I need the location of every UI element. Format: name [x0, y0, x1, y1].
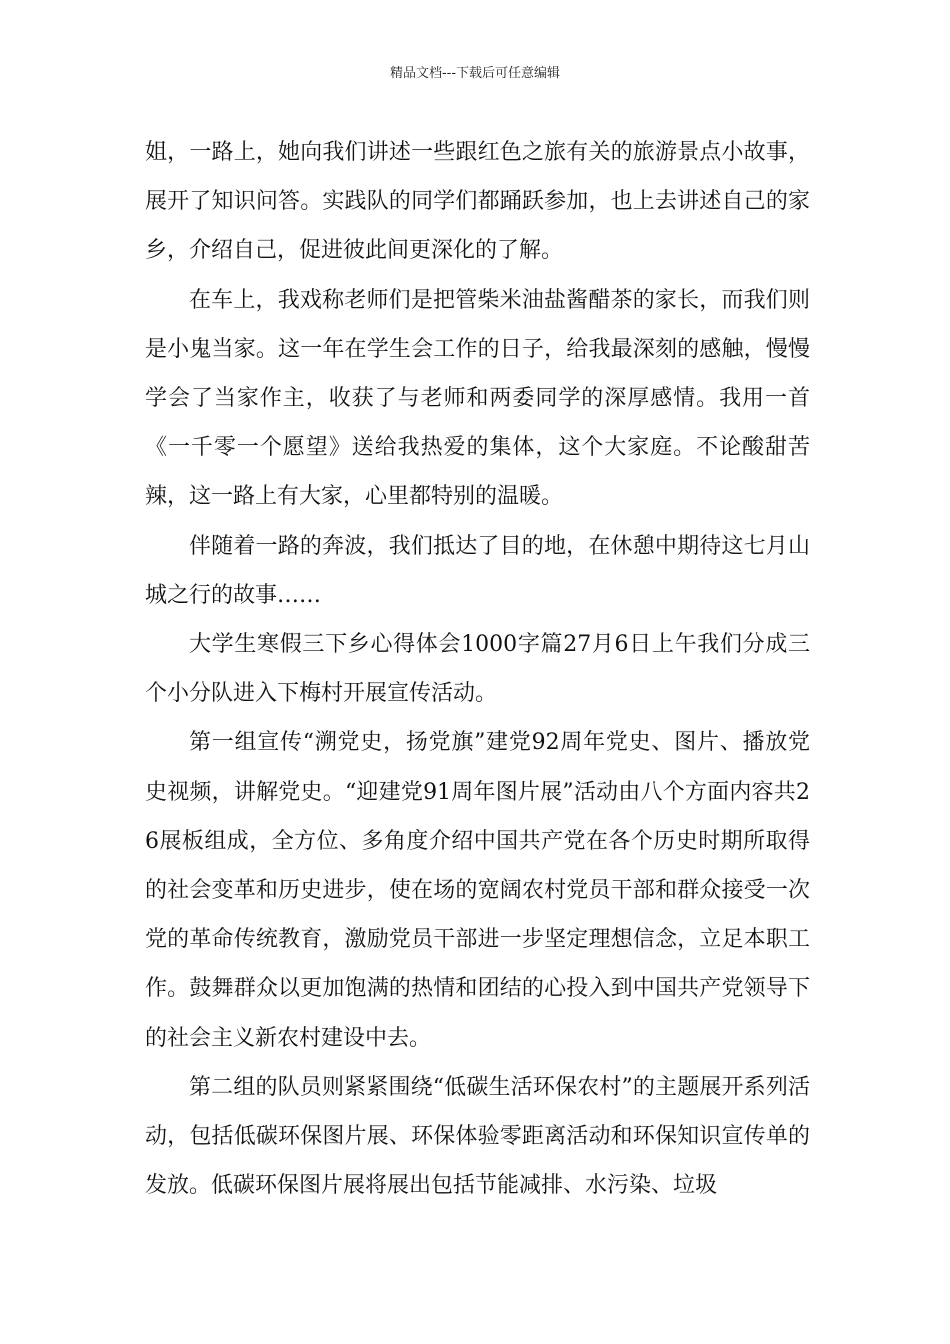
- paragraph-2: 在车上，我戏称老师们是把管柴米油盐酱醋茶的家长，而我们则是小鬼当家。这一年在学生会工作的日子，给我最深刻的感触，慢慢学会了当家作主，收获了与老师和两委同学的深厚感情。我用一首《一千零一个愿望》送给我热爱的集体，这个大家庭。不论酸甜苦辣，这一路上有大家，心里都特别的温暖。: [145, 287, 810, 510]
- paragraph-4: 大学生寒假三下乡心得体会1000字篇27月6日上午我们分成三个小分队进入下梅村开展宣传活动。: [145, 632, 810, 707]
- paragraph-5: 第一组宣传“溯党史，扬党旗”建党92周年党史、图片、播放党史视频，讲解党史。“迎建党91周年图片展”活动由八个方面内容共26展板组成，全方位、多角度介绍中国共产党在各个历史时期所取得的社会变革和历史进步，使在场的宽阔农村党员干部和群众接受一次党的革命传统教育，激励党员干部进一步坚定理想信念，立足本职工作。鼓舞群众以更加饱满的热情和团结的心投入到中国共产党领导下的社会主义新农村建设中去。: [145, 730, 810, 1051]
- paragraph-3: 伴随着一路的奔波，我们抵达了目的地，在休憩中期待这七月山城之行的故事……: [145, 533, 810, 608]
- paragraph-1: 姐，一路上，她向我们讲述一些跟红色之旅有关的旅游景点小故事，展开了知识问答。实践队的同学们都踊跃参加，也上去讲述自己的家乡，介绍自己，促进彼此间更深化的了解。: [145, 140, 810, 264]
- page-header: 精品文档---下载后可任意编辑: [389, 66, 561, 81]
- document-body: [145, 128, 810, 1210]
- paragraph-6: 第二组的队员则紧紧围绕“低碳生活环保农村”的主题展开系列活动，包括低碳环保图片展、环保体验零距离活动和环保知识宣传单的发放。低碳环保图片展将展出包括节能减排、水污染、垃圾: [145, 1074, 810, 1199]
